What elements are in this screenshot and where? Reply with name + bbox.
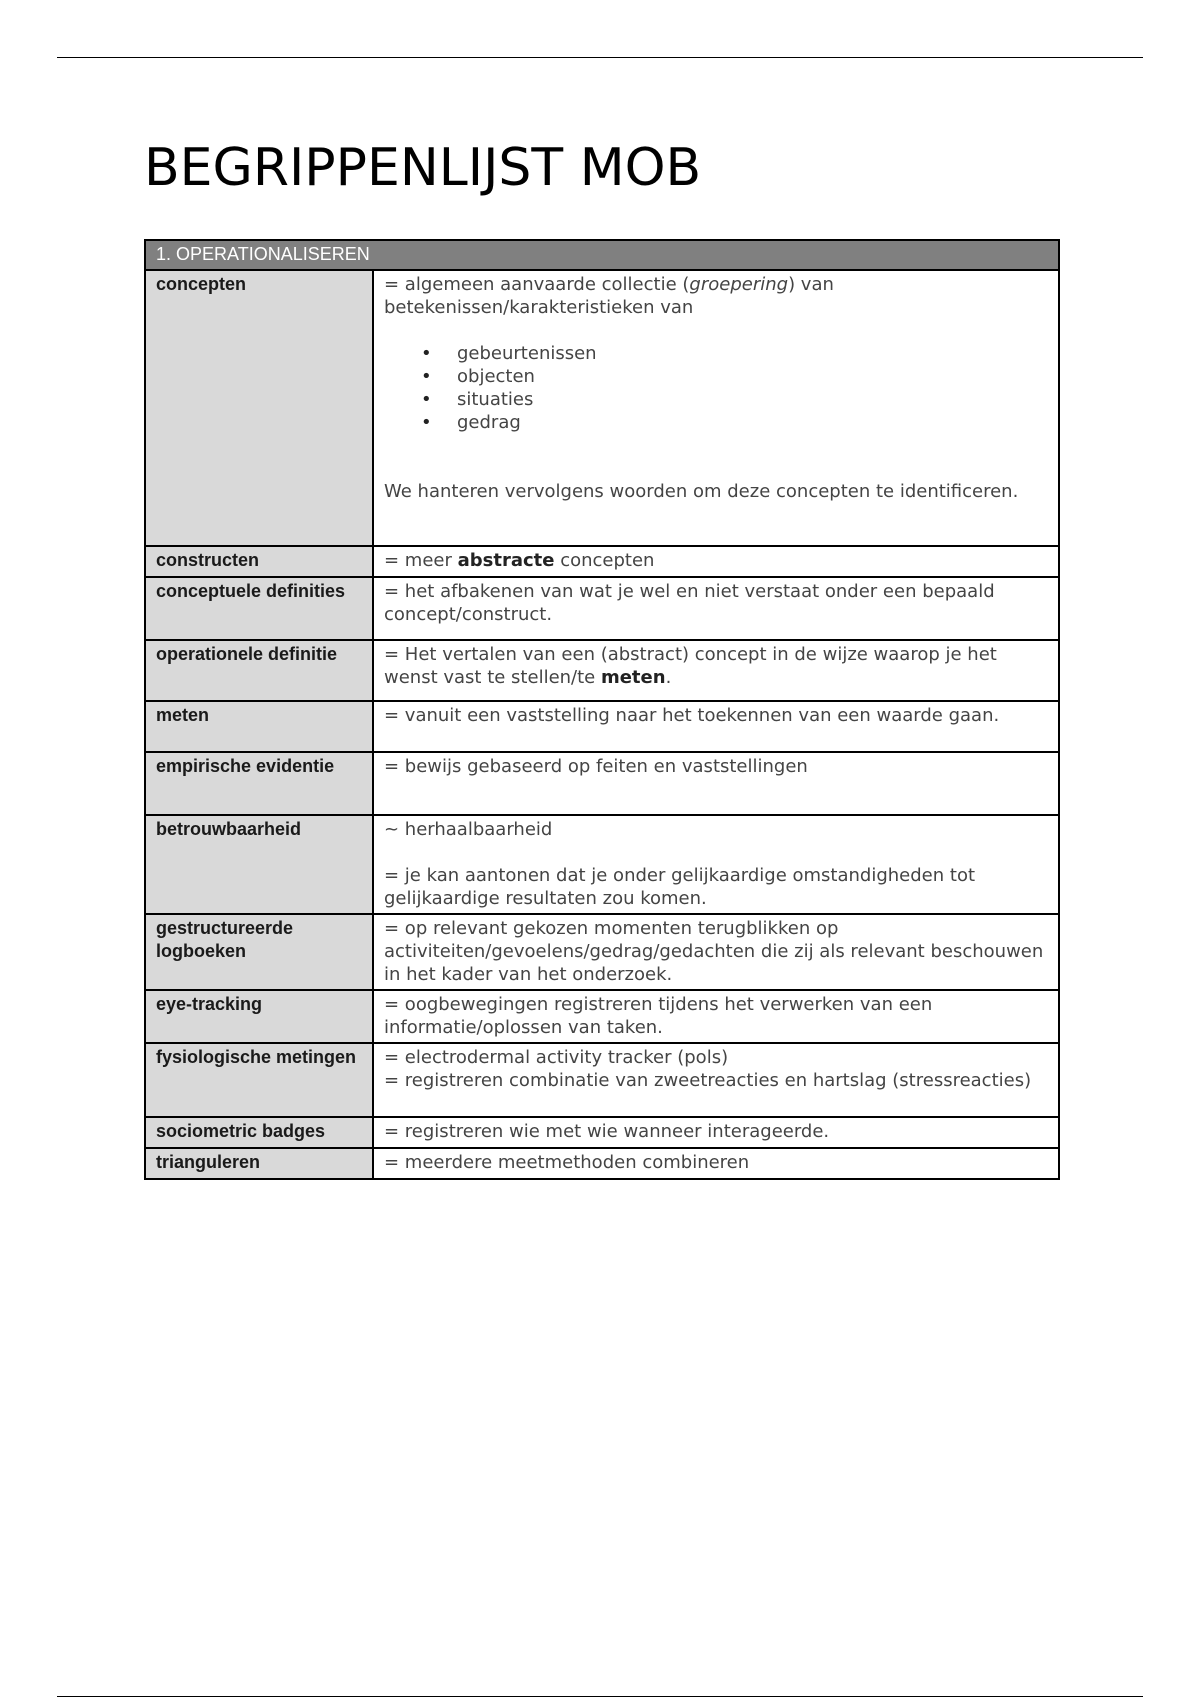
- definition-cell: = oogbewegingen registreren tijdens het verwerken van een informatie/oplossen van taken.: [373, 990, 1059, 1043]
- table-row: [145, 914, 1059, 990]
- definition-text: = je kan aantonen dat je onder gelijkaardige omstandigheden tot gelijkaardige resultaten zou komen.: [384, 865, 976, 909]
- definition-part: = Het vertalen van een (abstract) concept in de wijze waarop je het wenst vast te stellen/te: [384, 644, 997, 688]
- definition-text: We hanteren vervolgens woorden om deze concepten te identificeren.: [384, 481, 1019, 502]
- table-row: [145, 640, 1059, 701]
- term-cell: gestructureerde logboeken: [145, 914, 373, 990]
- list-item: • objecten: [457, 365, 1048, 388]
- term-cell: operationele definitie: [145, 640, 373, 701]
- term-cell: conceptuele definities: [145, 577, 373, 640]
- definition-bold: abstracte: [457, 550, 555, 571]
- bullet-list: [384, 342, 1048, 434]
- table-row: [145, 546, 1059, 577]
- definition-cell: = meerdere meetmethoden combineren: [373, 1148, 1059, 1179]
- term-cell: eye-tracking: [145, 990, 373, 1043]
- definition-part: = algemeen aanvaarde collectie (: [384, 274, 690, 295]
- definition-text: [384, 643, 1048, 689]
- section-header: 1. OPERATIONALISEREN: [145, 240, 1059, 270]
- page-title: BEGRIPPENLIJST MOB: [144, 138, 702, 198]
- definition-part: = meer: [384, 550, 458, 571]
- definition-cell: = bewijs gebaseerd op feiten en vaststellingen: [373, 752, 1059, 815]
- table-row: [145, 1117, 1059, 1148]
- header-rule: [57, 57, 1143, 58]
- glossary-table: [144, 239, 1060, 1180]
- term-cell: meten: [145, 701, 373, 752]
- spacer: [384, 319, 1048, 342]
- definition-cell: [373, 546, 1059, 577]
- table-row: [145, 990, 1059, 1043]
- table-row: [145, 270, 1059, 546]
- term-cell: fysiologische metingen: [145, 1043, 373, 1117]
- list-item: • gedrag: [457, 411, 1048, 434]
- term-cell: concepten: [145, 270, 373, 546]
- definition-part: ) van betekenissen/karakteristieken van: [384, 274, 834, 318]
- definition-cell: [373, 1043, 1059, 1117]
- footer-rule: [57, 1696, 1143, 1697]
- term-cell: trianguleren: [145, 1148, 373, 1179]
- definition-text: [384, 273, 1048, 319]
- definition-cell: = registreren wie met wie wanneer interageerde.: [373, 1117, 1059, 1148]
- table-row: [145, 1148, 1059, 1179]
- table-row: [145, 577, 1059, 640]
- definition-text: = registreren combinatie van zweetreacties en hartslag (stressreacties): [384, 1070, 1032, 1091]
- table-row: [145, 815, 1059, 914]
- definition-italic: groepering: [689, 274, 789, 295]
- table-row: [145, 1043, 1059, 1117]
- term-cell: constructen: [145, 546, 373, 577]
- term-cell: betrouwbaarheid: [145, 815, 373, 914]
- definition-text: [384, 549, 1048, 572]
- definition-cell: [373, 815, 1059, 914]
- table-row: [145, 752, 1059, 815]
- spacer: [384, 434, 1048, 480]
- table-row: [145, 701, 1059, 752]
- definition-bold: meten: [600, 667, 666, 688]
- definition-cell: = op relevant gekozen momenten terugblikken op activiteiten/gevoelens/gedrag/gedachten die zij als relevant beschouwen in het kader van het onderzoek.: [373, 914, 1059, 990]
- definition-cell: = vanuit een vaststelling naar het toekennen van een waarde gaan.: [373, 701, 1059, 752]
- list-item: • situaties: [457, 388, 1048, 411]
- definition-part: concepten: [554, 550, 655, 571]
- definition-part: .: [665, 667, 672, 688]
- definition-cell: [373, 270, 1059, 546]
- section-header-row: [145, 240, 1059, 270]
- term-cell: sociometric badges: [145, 1117, 373, 1148]
- definition-text: = electrodermal activity tracker (pols): [384, 1047, 729, 1068]
- definition-text: ~ herhaalbaarheid: [384, 819, 553, 840]
- spacer: [384, 841, 1048, 864]
- definition-cell: [373, 640, 1059, 701]
- list-item: • gebeurtenissen: [457, 342, 1048, 365]
- term-cell: empirische evidentie: [145, 752, 373, 815]
- definition-cell: = het afbakenen van wat je wel en niet verstaat onder een bepaald concept/construct.: [373, 577, 1059, 640]
